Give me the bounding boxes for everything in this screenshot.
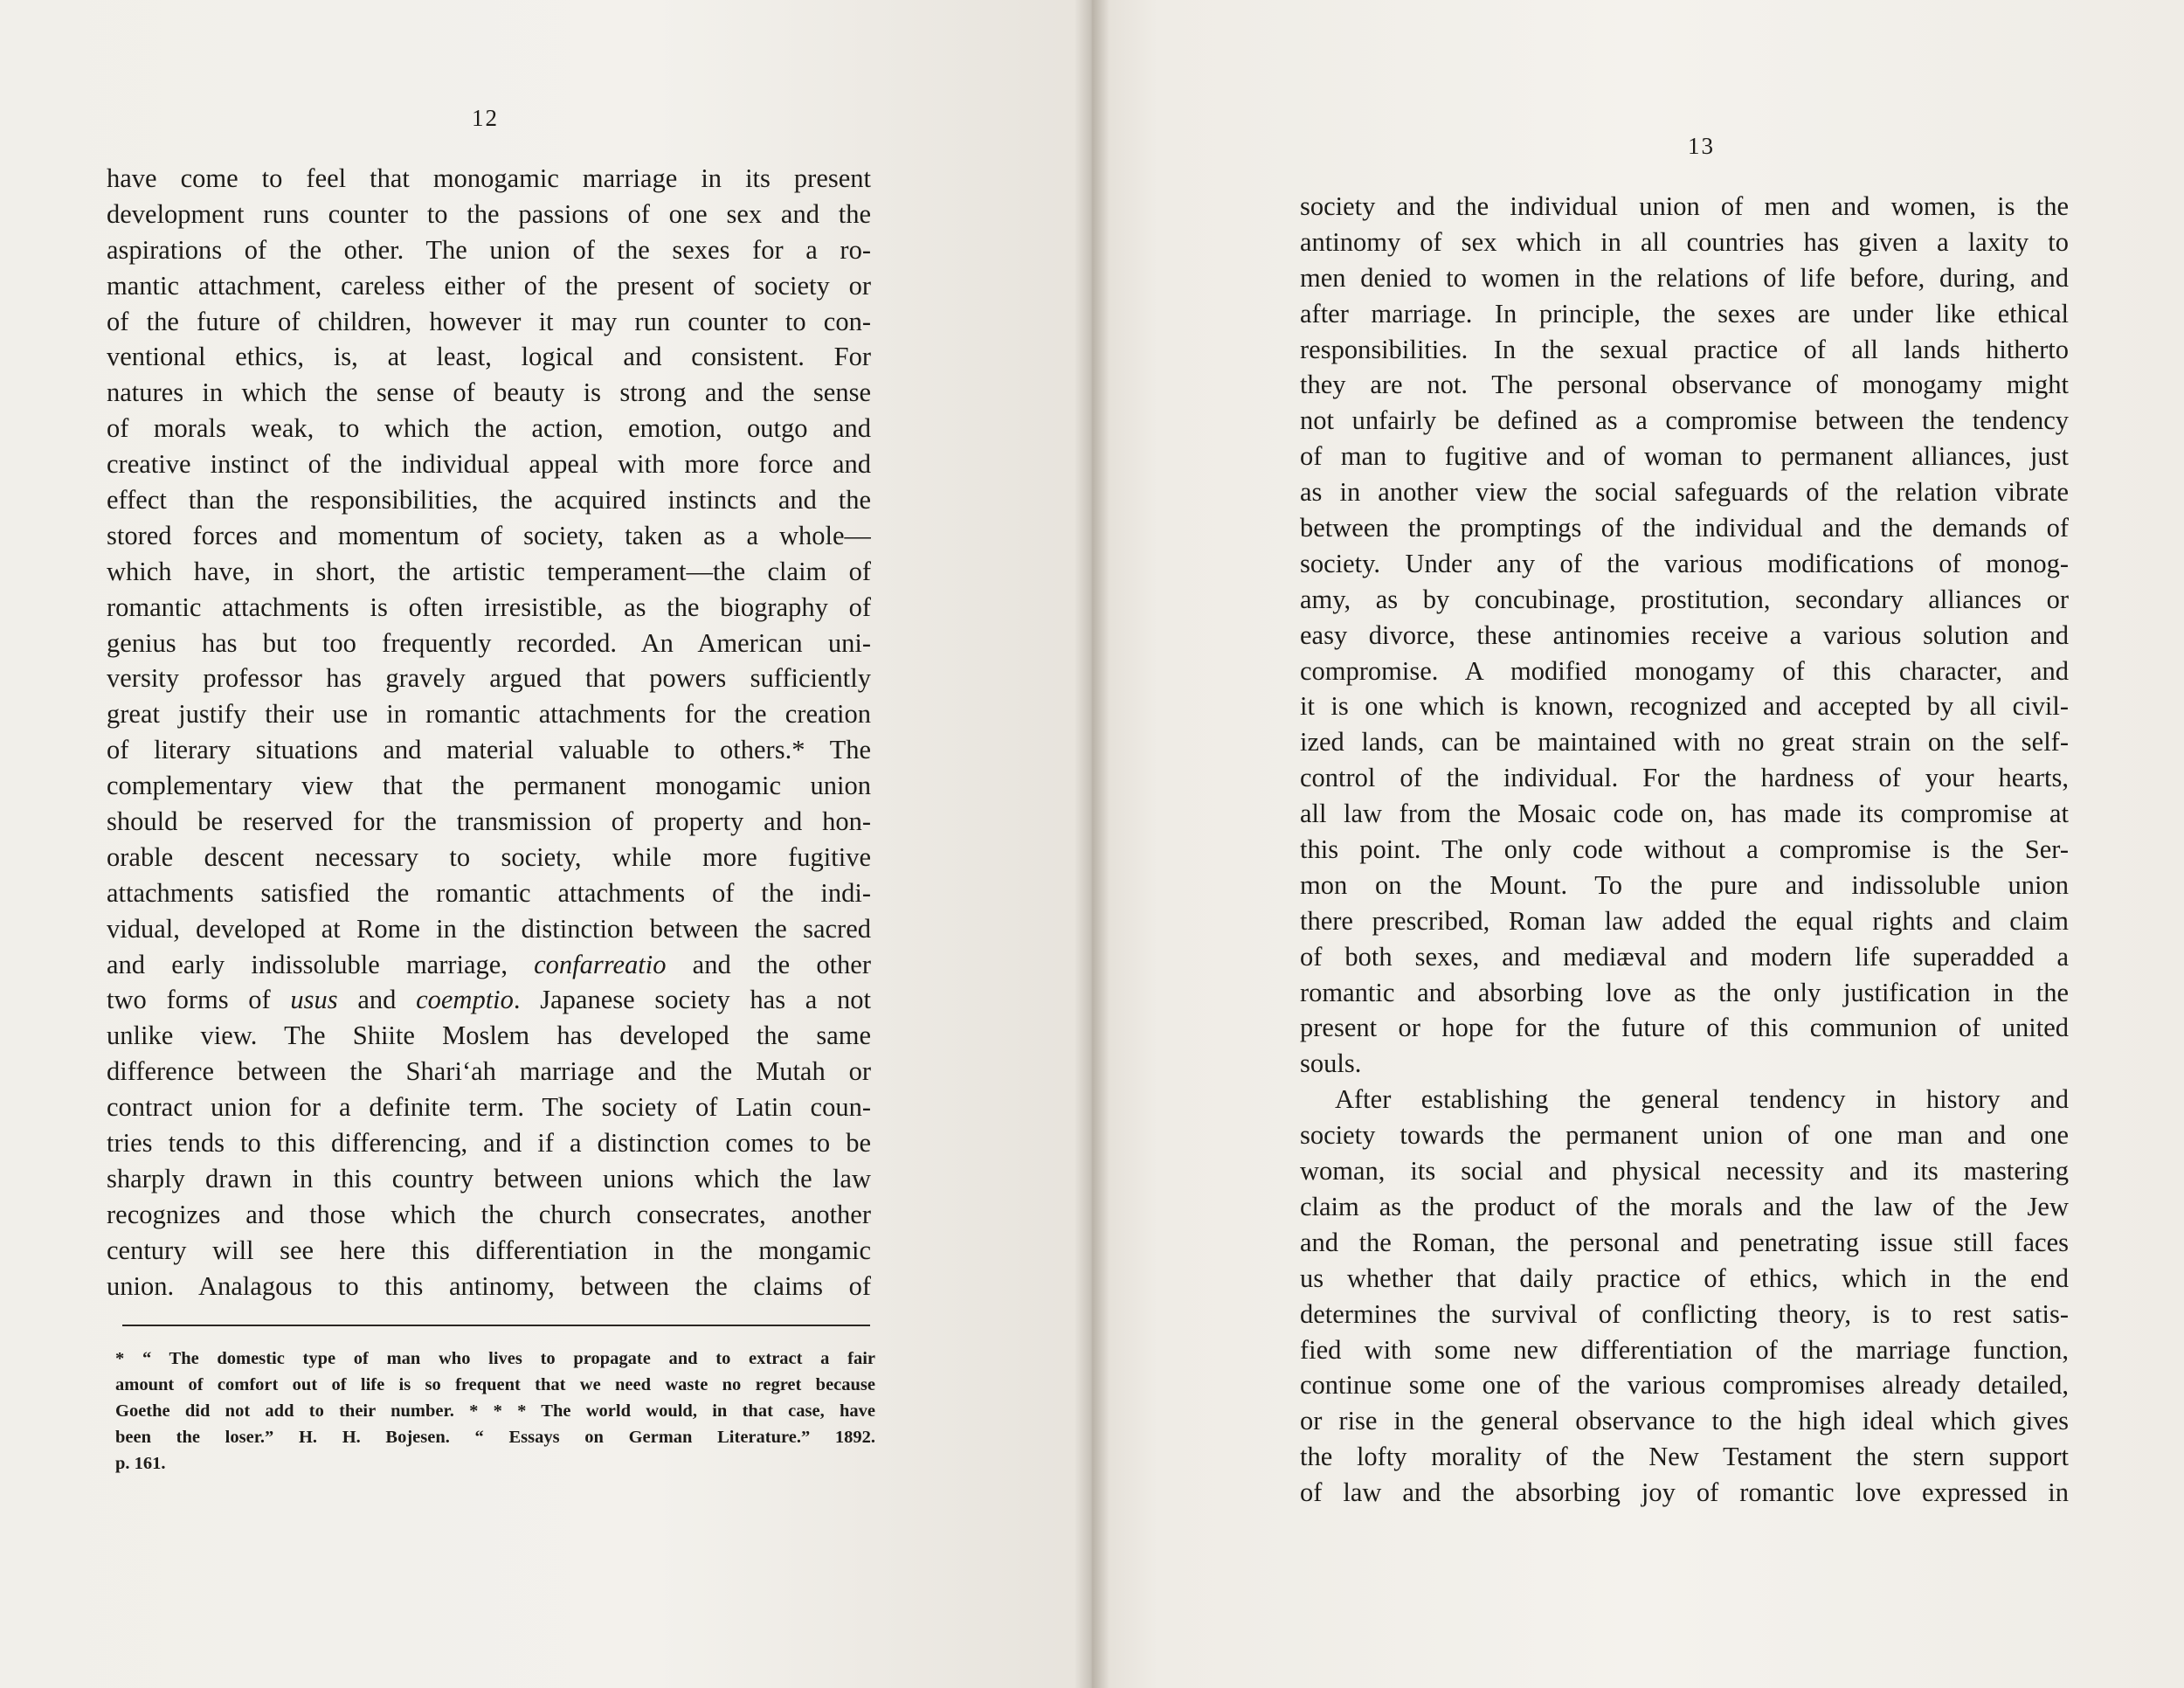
text-line: ized lands, can be maintained with no great strain on the self- [1300, 727, 2069, 758]
text-line: p. 161. [115, 1454, 166, 1473]
text-line: after marriage. In principle, the sexes are under like ethical [1300, 298, 2069, 329]
text-line: amount of comfort out of life is so frequent that we need waste no regret because [115, 1375, 875, 1394]
text-line: there prescribed, Roman law added the equal rights and claim [1300, 905, 2069, 936]
text-line: genius has but too frequently recorded. An American uni- [107, 627, 871, 658]
text-line: natures in which the sense of beauty is strong and the sense [107, 377, 871, 408]
text-line: contract union for a definite term. The society of Latin coun- [107, 1092, 871, 1123]
text-line: effect than the responsibilities, the acquired instincts and the [107, 485, 871, 515]
text-line: continue some one of the various compromises already detailed, [1300, 1370, 2069, 1401]
footnote [115, 1346, 875, 1477]
text-line: men denied to women in the relations of life before, during, and [1300, 262, 2069, 293]
text-line: mon on the Mount. To the pure and indissoluble union [1300, 869, 2069, 900]
text-line: responsibilities. In the sexual practice of all lands hitherto [1300, 334, 2069, 364]
right-body-text [1300, 189, 2069, 1511]
text-segment: and [337, 985, 417, 1015]
text-line: fied with some new differentiation of the marriage function, [1300, 1334, 2069, 1365]
text-line [107, 947, 871, 983]
text-line: all law from the Mosaic code on, has made its compromise at [1300, 799, 2069, 829]
text-line: have come to feel that monogamic marriage in its present [107, 163, 871, 193]
text-line: * “ The domestic type of man who lives to propagate and to extract a fair [115, 1349, 875, 1368]
text-line: Goethe did not add to their number. * * * The world would, in that case, have [115, 1401, 875, 1421]
text-line: ventional ethics, is, at least, logical and consistent. For [107, 342, 871, 372]
italic-term: confarreatio [534, 949, 667, 979]
text-segment: . Japanese society has a not [513, 985, 871, 1015]
text-line: romantic attachments is often irresistible, as the biography of [107, 591, 871, 622]
text-line: mantic attachment, careless either of the present of society or [107, 270, 871, 301]
text-line: orable descent necessary to society, while more fugitive [107, 841, 871, 872]
text-line: After establishing the general tendency in history and [1335, 1084, 2069, 1115]
text-line: recognizes and those which the church consecrates, another [107, 1199, 871, 1229]
page-number: 13 [1688, 133, 1715, 159]
text-line: tries tends to this differencing, and if a distinction comes to be [107, 1128, 871, 1159]
text-line: antinomy of sex which in all countries has given a laxity to [1300, 226, 2069, 257]
text-line: great justify their use in romantic attachments for the creation [107, 699, 871, 730]
right-page [1092, 0, 2184, 1688]
text-line: control of the individual. For the hardness of your hearts, [1300, 763, 2069, 793]
footnote-rule [122, 1325, 870, 1326]
text-segment: two forms of [107, 985, 291, 1015]
text-line: creative instinct of the individual appeal with more force and [107, 449, 871, 480]
text-line: present or hope for the future of this communion of united [1300, 1013, 2069, 1043]
text-line: they are not. The personal observance of monogamy might [1300, 370, 2069, 400]
text-line: development runs counter to the passions of one sex and the [107, 198, 871, 229]
text-line: should be reserved for the transmission of property and hon- [107, 806, 871, 837]
text-line: us whether that daily practice of ethics, which in the end [1300, 1263, 2069, 1293]
text-line: aspirations of the other. The union of the sexes for a ro- [107, 234, 871, 265]
page-number: 12 [472, 105, 499, 131]
text-line: stored forces and momentum of society, taken as a whole— [107, 520, 871, 550]
left-body-text [107, 161, 871, 1304]
text-line: vidual, developed at Rome in the distinction between the sacred [107, 913, 871, 944]
text-line: easy divorce, these antinomies receive a various solution and [1300, 619, 2069, 650]
text-line: of the future of children, however it may run counter to con- [107, 306, 871, 336]
text-line: sharply drawn in this country between unions which the law [107, 1163, 871, 1193]
text-line: amy, as by concubinage, prostitution, secondary alliances or [1300, 584, 2069, 614]
text-line: of man to fugitive and of woman to permanent alliances, just [1300, 441, 2069, 472]
text-line: been the loser.” H. H. Bojesen. “ Essays on German Literature.” 1892. [115, 1428, 875, 1447]
text-line: it is one which is known, recognized and accepted by all civil- [1300, 691, 2069, 722]
text-line: society and the individual union of men and women, is the [1300, 191, 2069, 221]
text-line: unlike view. The Shiite Moslem has developed the same [107, 1020, 871, 1051]
text-line: the lofty morality of the New Testament the stern support [1300, 1442, 2069, 1472]
text-line: compromise. A modified monogamy of this character, and [1300, 655, 2069, 686]
text-segment: and early indissoluble marriage, [107, 949, 535, 979]
text-line: and the Roman, the personal and penetrating issue still faces [1300, 1227, 2069, 1257]
text-line: of morals weak, to which the action, emotion, outgo and [107, 413, 871, 444]
text-segment: and the other [666, 949, 871, 979]
text-line: society towards the permanent union of one man and one [1300, 1120, 2069, 1151]
book-gutter [1075, 0, 1109, 1688]
text-line: souls. [1300, 1048, 1362, 1079]
text-line: of law and the absorbing joy of romantic love expressed in [1300, 1477, 2069, 1508]
text-line: as in another view the social safeguards of the relation vibrate [1300, 477, 2069, 508]
text-line: society. Under any of the various modifications of monog- [1300, 548, 2069, 578]
text-line: versity professor has gravely argued that powers sufficiently [107, 663, 871, 694]
text-line [107, 982, 871, 1018]
text-line: attachments satisfied the romantic attachments of the indi- [107, 877, 871, 908]
text-line: of literary situations and material valuable to others.* The [107, 735, 871, 765]
text-line: or rise in the general observance to the high ideal which gives [1300, 1406, 2069, 1436]
text-line: which have, in short, the artistic temperament—the claim of [107, 556, 871, 586]
text-line: complementary view that the permanent monogamic union [107, 771, 871, 801]
text-line: romantic and absorbing love as the only justification in the [1300, 977, 2069, 1007]
text-line: this point. The only code without a compromise is the Ser- [1300, 834, 2069, 865]
text-line: difference between the Shari‘ah marriage and the Mutah or [107, 1056, 871, 1087]
text-line: woman, its social and physical necessity and its mastering [1300, 1156, 2069, 1186]
text-line: claim as the product of the morals and the law of the Jew [1300, 1191, 2069, 1221]
text-line: of both sexes, and mediæval and modern life superadded a [1300, 941, 2069, 972]
text-line: union. Analagous to this antinomy, between the claims of [107, 1270, 871, 1301]
text-line: not unfairly be defined as a compromise between the tendency [1300, 405, 2069, 436]
text-line: determines the survival of conflicting theory, is to rest satis- [1300, 1298, 2069, 1329]
text-line: century will see here this differentiation in the mongamic [107, 1235, 871, 1265]
italic-term: coemptio [416, 985, 514, 1015]
text-line: between the promptings of the individual and the demands of [1300, 513, 2069, 543]
italic-term: usus [290, 985, 338, 1015]
